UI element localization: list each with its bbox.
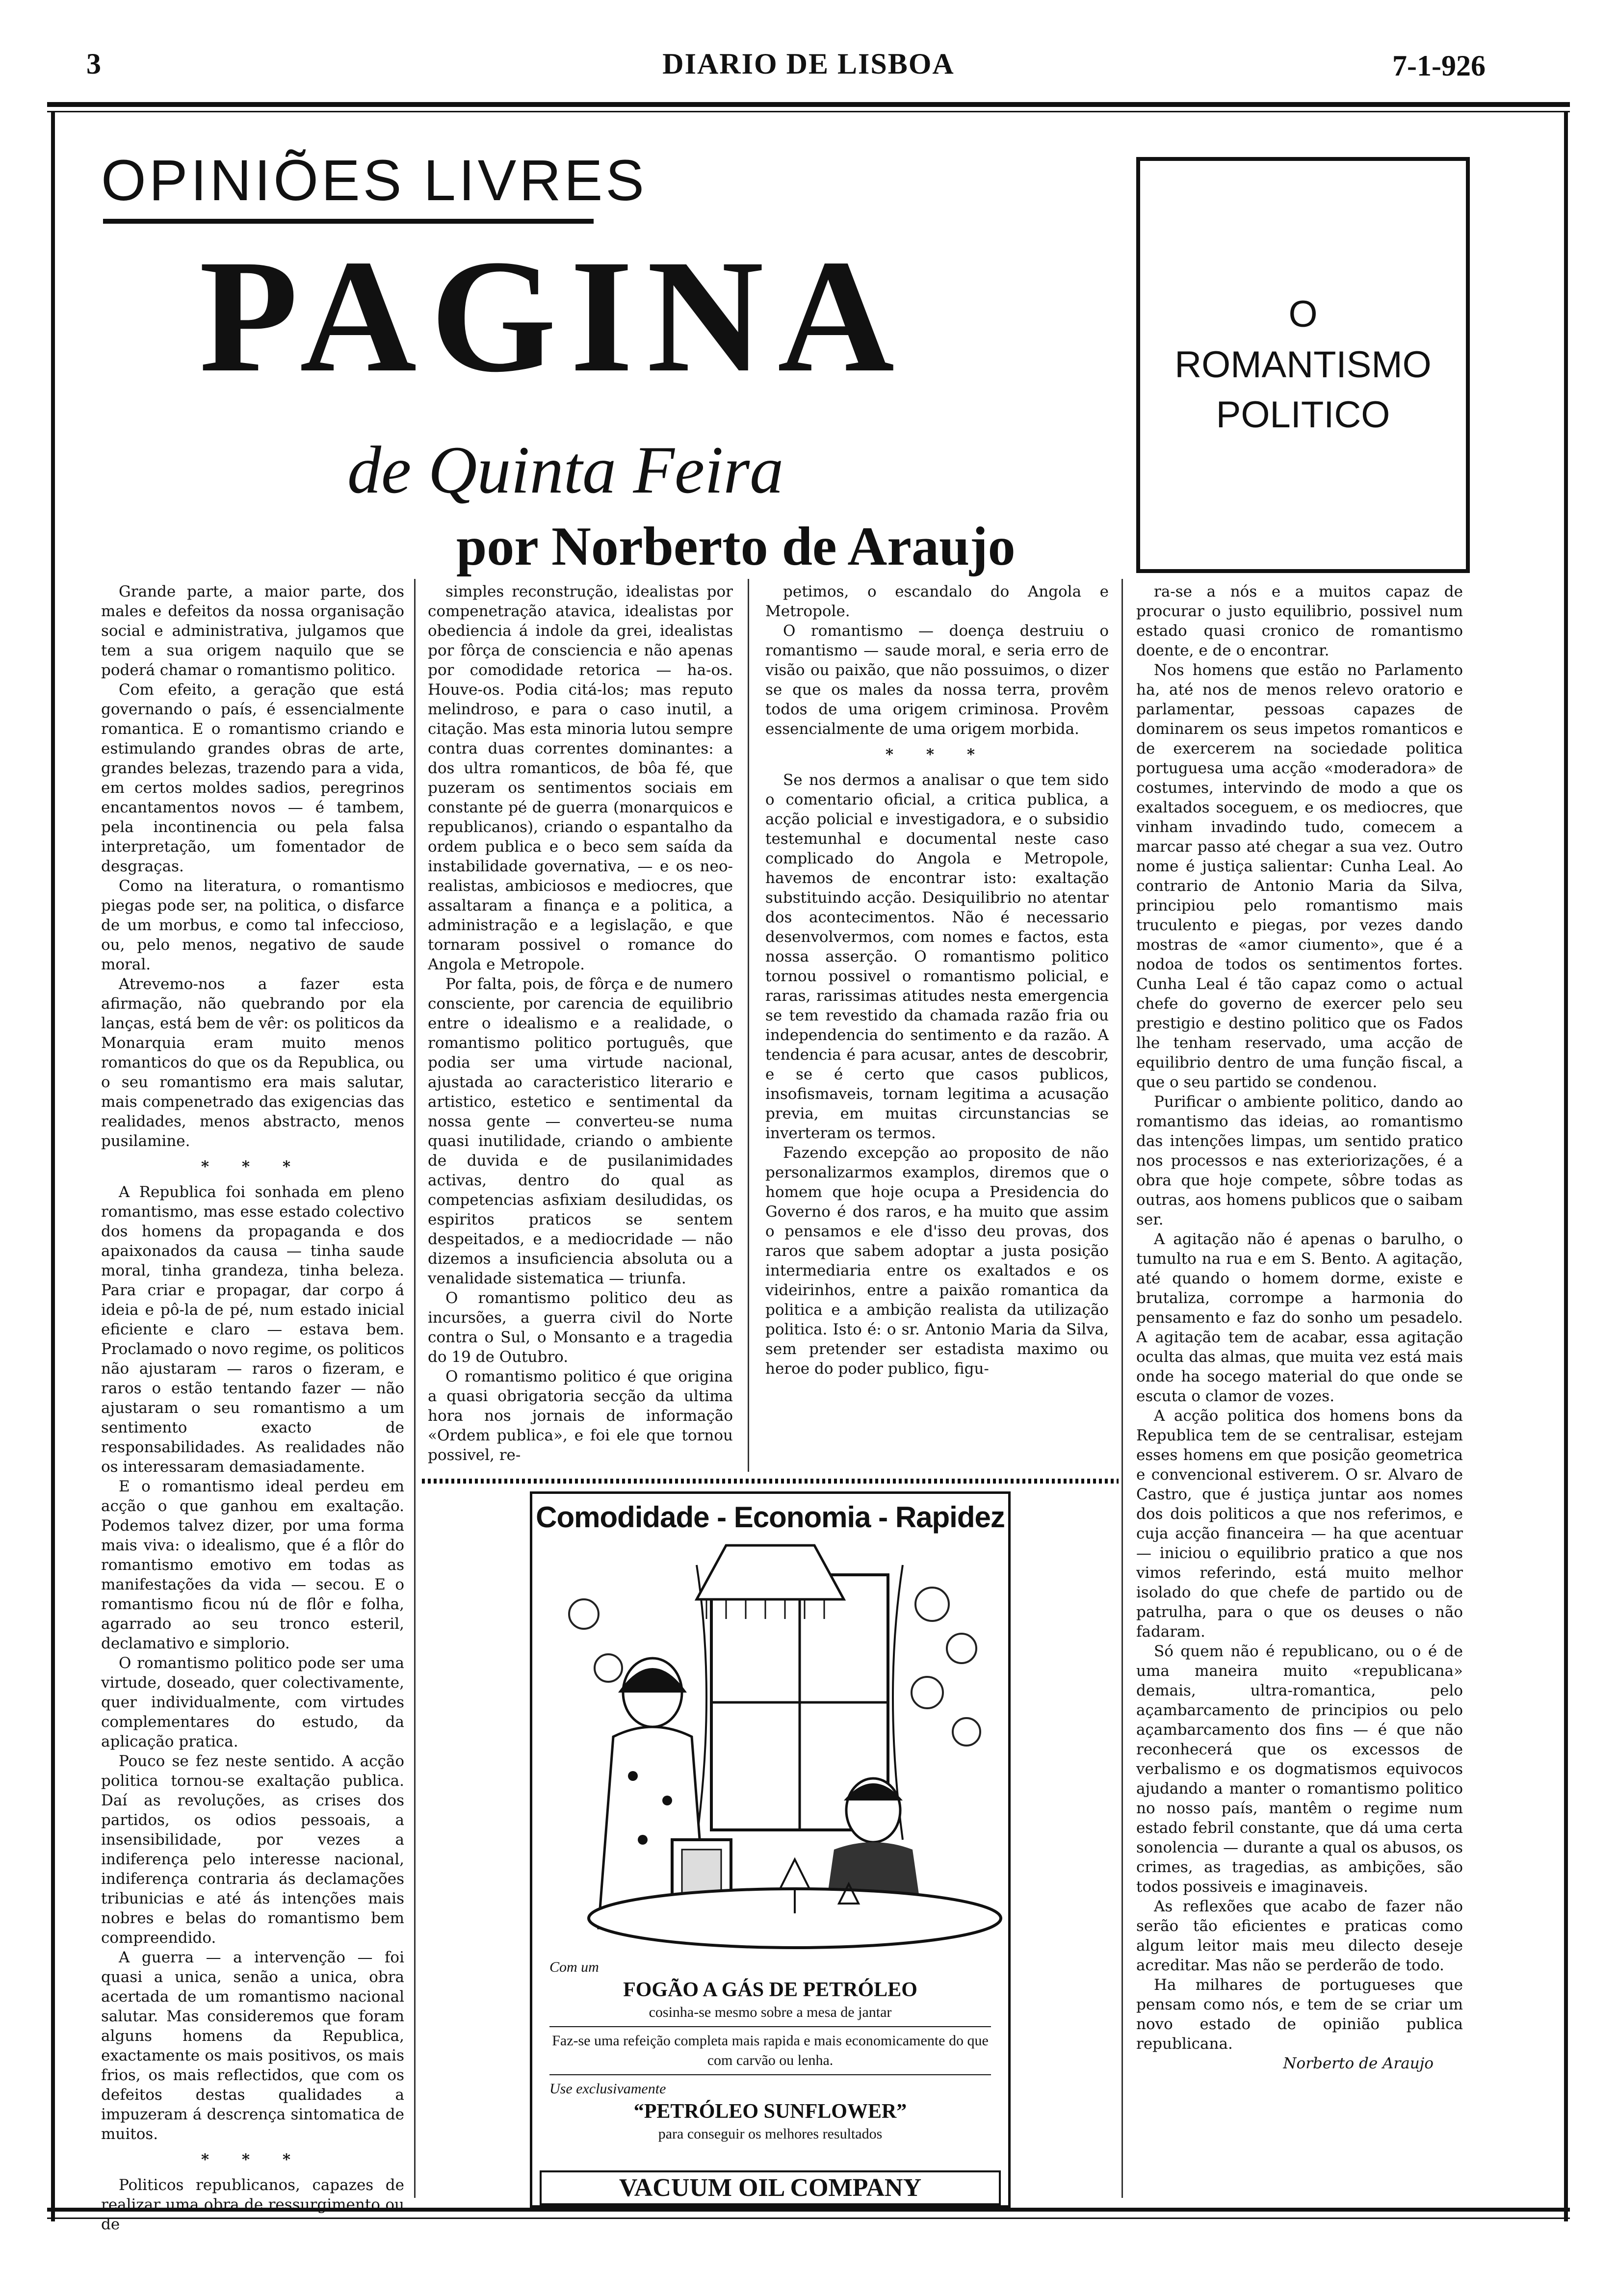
column-rule xyxy=(1121,579,1123,2198)
section-kicker: OPINIÕES LIVRES xyxy=(101,148,647,213)
article-paragraph: E o romantismo ideal perdeu em acção o que ganhou em exaltação. Podemos talvez dizer, por uma forma mais viva: o idealismo, que é a flôr do romantismo emotivo em todas as manifestações da vida — secou. E o romantismo ficou nú de flôr e folha, agarrado ao seu tronco esteril, declamativo e simplorio. xyxy=(101,1478,404,1652)
article-title-line-3: POLITICO xyxy=(1216,394,1390,436)
article-paragraph: Com efeito, a geração que está governando o país, é essencialmente romantica. E o romantismo criando e estimulando grandes obras de arte, grandes belezas, trazendo para a vida, em certos moldes sadios, peregrinos encantamentos novos — é tambem, pela incontinencia ou pela falsa interpretação, um fomentador de desgraças. xyxy=(101,681,404,875)
article-paragraph: O romantismo politico é que origina a quasi obrigatoria secção da ultima hora nos jornais de informação «Ordem publica», e foi ele que tornou possivel, re- xyxy=(428,1368,733,1464)
ad-copy xyxy=(549,1957,991,2144)
article-column-2 xyxy=(428,582,733,1470)
article-paragraph: Ha milhares de portugueses que pensam como nós, e tem de se criar um novo estado de opinião publica republicana. xyxy=(1136,1976,1463,2053)
top-rule-thin xyxy=(47,111,1570,112)
ad-use-label: Use exclusivamente xyxy=(549,2081,666,2097)
article-paragraph: Purificar o ambiente politico, dando ao romantismo das ideias, ao romantismo das intenções limpas, um sentido pratico nos processos e nas exteriorizações, é a obra que hoje compete, sôbre todas as outras, aos homens publicos que o saibam ser. xyxy=(1136,1093,1463,1228)
article-paragraph: Como na literatura, o romantismo piegas pode ser, na politica, o disfarce de um morbus, e como tal infeccioso, ou, pelo menos, negativo de saude moral. xyxy=(101,877,404,973)
ad-lead: Com um xyxy=(549,1959,599,1975)
article-paragraph: Grande parte, a maior parte, dos males e defeitos da nossa organisação social e administrativa, julgamos que tem a sua origem naquilo que se poderá chamar o romantismo politico. xyxy=(101,583,404,679)
ad-divider xyxy=(549,2026,991,2027)
feature-title: PAGINA xyxy=(199,227,909,406)
ad-product: FOGÃO A GÁS DE PETRÓLEO xyxy=(623,1979,917,2001)
ad-company: VACUUM OIL COMPANY xyxy=(540,2170,1001,2205)
article-column-1 xyxy=(101,582,404,2233)
ad-illustration xyxy=(549,1545,991,1962)
article-paragraph: Por falta, pois, de fôrça e de numero consciente, por carencia de equilibrio entre o idealismo e a realidade, o romantismo politico português, que podia ser uma virtude nacional, ajustada ao caracteristico literario e artistico, estetico e sentimental da nossa gente — converteu-se numa quasi inutilidade, criando o ambiente de duvida e de pusilanimidades activas, dentro do qual as competencias asfixiam desiludidas, os espiritos praticos se sentem despeitados, e a mediocridade — não dizemos a insuficiencia absoluta ou a venalidade sistematica — triunfa. xyxy=(428,975,733,1287)
article-paragraph: A agitação não é apenas o barulho, o tumulto na rua e em S. Bento. A agitação, até quando o homem dorme, existe e brutaliza, corrompe a harmonia do pensamento e faz do sonho um pesadelo. A agitação tem de acabar, essa agitação oculta das almas, que muita vez está mais onde ha socego material do que onde se escuta o clamor de vozes. xyxy=(1136,1230,1463,1405)
ad-headline: Comodidade - Economia - Rapidez xyxy=(536,1501,1005,1534)
top-rule xyxy=(47,102,1570,107)
article-paragraph: Nos homens que estão no Parlamento ha, até nos de menos relevo oratorio e parlamentar, pessoas capazes de dominarem os seus impetos romanticos e de exercerem na sociedade politica portuguesa uma acção «moderadora» de costumes, intervindo de modo a que os exaltados soceguem, e os mediocres, que vinham invadindo tudo, comecem a marcar passo até chegar a sua vez. Outro nome é justiça salientar: Cunha Leal. Ao contrario de Antonio Maria da Silva, principiou pelo romantismo mais truculento e piegas, por vezes dando mostras de «amor ciumento», que é a nodoa de todos os sentimentos fortes. Cunha Leal é tão capaz como o actual chefe do governo de exercer pelo seu prestigio e destino politico que os Fados lhe tenham reservado, uma acção de equilibrio dentro de uma função fiscal, a que o seu partido se condenou. xyxy=(1136,661,1463,1091)
article-paragraph: O romantismo politico pode ser uma virtude, doseado, quer colectivamente, quer individualmente, com virtudes complementares do estudo, da aplicação pratica. xyxy=(101,1654,404,1750)
article-paragraph: As reflexões que acabo de fazer não serão tão eficientes e praticas como algum leitor mais meu dilecto deseje acreditar. Mas não se perderão de todo. xyxy=(1136,1898,1463,1974)
article-column-3 xyxy=(765,582,1109,1470)
article-paragraph: A Republica foi sonhada em pleno romantismo, mas esse estado colectivo dos homens da propaganda e dos apaixonados da causa — tinha saude moral, tinha grandeza, tinha beleza. Para criar e propagar, dar corpo á ideia e pô-la de pé, num estado inicial eficiente e claro — estava bem. Proclamado o novo regime, os politicos não ajustaram — raros o fizeram, e raros o estão tentando fazer — não ajustaram o seu romantismo a um sentimento exacto de responsabilidades. As realidades não os interessaram demasiadamente. xyxy=(101,1183,404,1476)
section-break: * * * xyxy=(201,1158,305,1175)
author-signature: Norberto de Araujo xyxy=(1283,2055,1434,2072)
article-paragraph: Fazendo excepção ao proposito de não personalizarmos examplos, diremos que o homem que hoje ocupa a Presidencia do Governo é dos raros, e ha muito que assim o pensamos e ele d'isso deu provas, dos raros que sabem adoptar a justa posição intermediaria entre os exaltados e os videirinhos, entre a paixão romantica da politica e a ambição realista da utilização politica. Isto é: o sr. Antonio Maria da Silva, sem pretender ser estadista maximo ou heroe do poder publico, figu- xyxy=(765,1144,1109,1378)
article-paragraph: Se nos dermos a analisar o que tem sido o comentario oficial, a critica publica, a acção policial e investigadora, e o subsidio testemunhal e documental neste caso complicado do Angola e Metropole, havemos de encontrar isto: exaltação substituindo acção. Desiquilibrio no atentar dos acontecimentos. Não é necessario desenvolvermos, com nomes e factos, esta nossa asserção. O romantismo politico tornou possivel o romantismo policial, e raras, rarissimas atitudes nesta emergencia se tem revestido da chamada razão fria ou independencia do sentimento e da razão. A tendencia é para acusar, antes de descobrir, e se é certo que casos publicos, insofismaveis, tornam legitima a acusação previa, em muitas circunstancias se inverteram os termos. xyxy=(765,771,1109,1142)
article-paragraph: ra-se a nós e a muitos capaz de procurar o justo equilibrio, possivel num estado quasi cronico de romantismo doente, e de o encontrar. xyxy=(1136,583,1463,659)
column-rule xyxy=(414,579,416,2198)
article-paragraph: petimos, o escandalo do Angola e Metropole. xyxy=(765,583,1109,620)
frame-right xyxy=(1564,112,1568,2221)
article-paragraph: A guerra — a intervenção — foi quasi a unica, senão a unica, obra acertada de um romantismo nacional salutar. Mas consideremos que foram alguns homens da Republica, exactamente os mais positivos, os mais frios, os mais reflectidos, que com os defeitos destas qualidades a impuzeram á descrença sintomatica de muitos. xyxy=(101,1949,404,2143)
ad-separator xyxy=(422,1479,1119,1484)
issue-date: 7-1-926 xyxy=(1392,50,1486,82)
article-paragraph: Só quem não é republicano, ou o é de uma maneira muito «republicana» demais, ultra-romantica, pelo açambarcamento de principios ou pelo açambarcamento dos fins — é que não reconhecerá que os excessos de verbalismo e os dogmatismos equivocos ajudando a manter o romantismo politico no nosso país, mantêm o regime num estado febril constante, que dá uma certa sonolencia — durante a qual os abusos, os crimes, as tragedias, as ambições, são todos possiveis e imaginaveis. xyxy=(1136,1643,1463,1896)
page-number: 3 xyxy=(86,48,101,80)
ad-brand-note: para conseguir os melhores resultados xyxy=(658,2126,883,2142)
article-paragraph: Politicos republicanos, capazes de realizar uma obra de ressurgimento ou de xyxy=(101,2176,404,2233)
article-paragraph: Atrevemo-nos a fazer esta afirmação, não quebrando por ela lanças, está bem de vêr: os politicos da Monarquia eram muito menos romanticos do que os da Republica, ou o seu romantismo era mais salutar, mais compenetrado das exigencias das realidades, menos abstracto, menos pusilamine. xyxy=(101,975,404,1150)
article-title xyxy=(1136,289,1470,441)
article-paragraph: simples reconstrução, idealistas por compenetração atavica, idealistas por obediencia á indole da grei, idealistas por fôrça de consciencia e não apenas por comodidade retorica — ha-os. Houve-os. Podia citá-los; mas reputo melindroso, e para o caso inutil, a citação. Mas esta minoria lutou sempre contra duas correntes dominantes: a dos ultra romanticos, de bôa fé, que puzeram os sentimentos sociais em constante pé de guerra (monarquicos e republicanos), criando o espantalho da ordem publica e o beco sem saída da instabilidade governativa, — e os neo-realistas, ambiciosos e mediocres, que assaltaram a finança e a politica, a administração e a legislação, e que tornaram possivel o romance do Angola e Metropole. xyxy=(428,583,733,973)
article-column-4 xyxy=(1136,582,1463,2206)
section-break: * * * xyxy=(885,746,989,763)
article-title-line-2: ROMANTISMO xyxy=(1174,343,1432,386)
section-break: * * * xyxy=(201,2151,305,2168)
ad-divider xyxy=(549,2074,991,2075)
article-paragraph: O romantismo politico deu as incursões, a guerra civil do Norte contra o Sul, o Monsanto e a tragedia do 19 de Outubro. xyxy=(428,1289,733,1366)
article-paragraph: Pouco se fez neste sentido. A acção politica tornou-se exaltação publica. Daí as revoluções, as crises dos partidos, os odios pessoais, a insensibilidade, por vezes a indiferença pelo interesse nacional, indiferença contraria ás declamações tribunicias e até ás intenções mais nobres e belas do romantismo bem compreendido. xyxy=(101,1752,404,1947)
column-rule xyxy=(748,579,749,1472)
article-title-line-1: O xyxy=(1288,293,1318,335)
ad-body: Faz-se uma refeição completa mais rapida e mais economicamente do que com carvão ou lenha. xyxy=(552,2033,989,2068)
feature-subtitle: de Quinta Feira xyxy=(347,432,784,507)
ad-product-note: cosinha-se mesmo sobre a mesa de jantar xyxy=(649,2004,892,2020)
kicker-underline xyxy=(103,219,594,224)
article-paragraph: A acção politica dos homens bons da Republica tem de se centralisar, estejam esses homens em que posição geometrica e convencional estiverem. O sr. Alvaro de Castro, que é justiça juntar aos nomes dos dois politicos a que nos referimos, e cuja acção financeira — ha que acentuar — iniciou o equilibrio pratico a que nos vimos referindo, está muito melhor isolado do que chefe de partido ou de patrulha, para o que os deuses o não fadaram. xyxy=(1136,1407,1463,1641)
byline: por Norberto de Araujo xyxy=(456,516,1016,577)
article-paragraph: O romantismo — doença destruiu o romantismo — saude moral, e seria erro de visão ou paixão, que não possuimos, o dizer se que os males da nossa terra, provêm todos de uma origem criminosa. Provêm essencialmente de uma origem morbida. xyxy=(765,622,1109,738)
masthead: DIARIO DE LISBOA xyxy=(662,48,955,80)
ad-brand: “PETRÓLEO SUNFLOWER” xyxy=(633,2100,907,2123)
frame-left xyxy=(51,112,55,2221)
